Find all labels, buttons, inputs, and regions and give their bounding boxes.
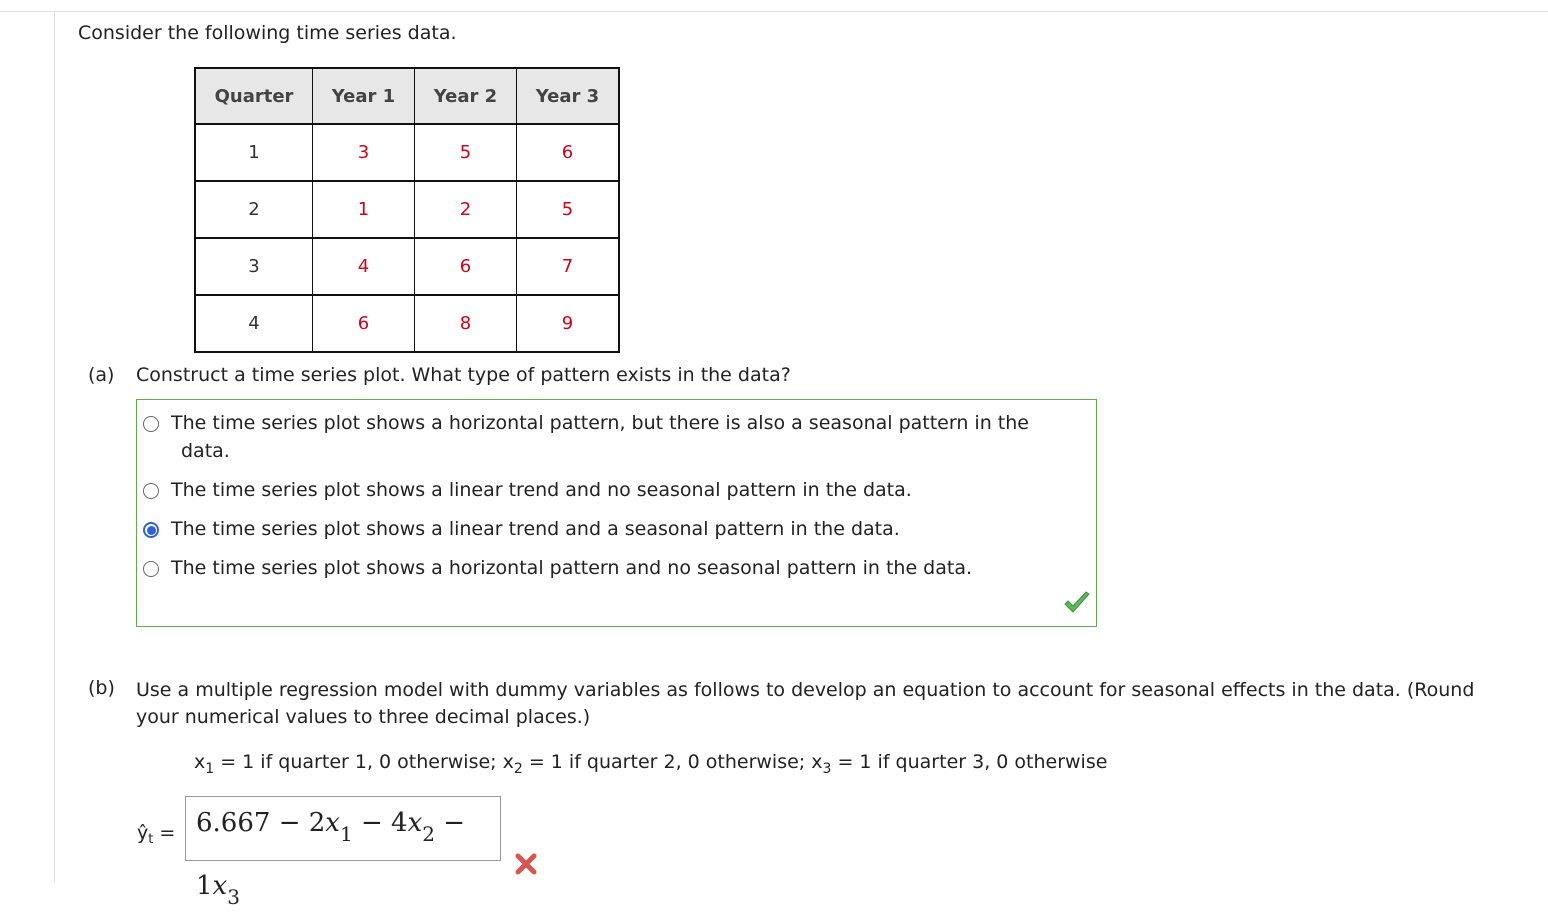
table-row — [195, 124, 619, 181]
radio-option-3-selected[interactable] — [143, 522, 159, 538]
radio-option-1[interactable] — [143, 416, 159, 432]
x3-sub: 3 — [822, 761, 832, 777]
value-cell: 3 — [313, 124, 415, 181]
intro-text: Consider the following time series data. — [78, 22, 457, 44]
eq-x1: x — [325, 808, 340, 838]
part-a-answer-box — [136, 399, 1097, 627]
x2-var: x — [502, 751, 514, 773]
eq-x3: x — [212, 871, 228, 901]
header-year-2: Year 2 — [415, 68, 517, 124]
eq-const: 6.667 − 2 — [196, 808, 326, 838]
left-divider — [54, 11, 55, 882]
header-year-3: Year 3 — [517, 68, 620, 124]
header-quarter: Quarter — [195, 68, 313, 124]
cross-icon — [514, 852, 538, 876]
value-cell: 6 — [313, 295, 415, 352]
quarter-cell: 3 — [195, 238, 313, 295]
table-row — [195, 181, 619, 238]
value-cell: 1 — [313, 181, 415, 238]
x1-def: = 1 if quarter 1, 0 otherwise; — [214, 751, 503, 773]
regression-equation-input[interactable] — [185, 796, 501, 909]
value-cell: 9 — [517, 295, 620, 352]
part-a-label: (a) — [88, 364, 115, 386]
value-cell: 8 — [415, 295, 517, 352]
eq-mid1: − 4 — [352, 808, 408, 838]
eq-x2-sub: 2 — [422, 822, 435, 846]
yhat-symbol: ŷ — [137, 822, 149, 844]
table-row — [195, 295, 619, 352]
option-1-text: The time series plot shows a horizontal pattern, but there is also a seasonal pattern in the — [171, 412, 1029, 434]
yhat-equals: = — [153, 822, 176, 844]
part-b-question-line-2: your numerical values to three decimal places.) — [136, 706, 591, 728]
radio-option-4[interactable] — [143, 561, 159, 577]
part-b-question-line-1: Use a multiple regression model with dummy variables as follows to develop an equation to account for seasonal effects in the data. (Round — [136, 679, 1475, 701]
x2-sub: 2 — [513, 761, 523, 777]
value-cell: 6 — [415, 238, 517, 295]
option-4-text: The time series plot shows a horizontal pattern and no seasonal pattern in the data. — [171, 557, 973, 579]
value-cell: 5 — [415, 124, 517, 181]
value-cell: 2 — [415, 181, 517, 238]
x3-def: = 1 if quarter 3, 0 otherwise — [831, 751, 1108, 773]
header-year-1: Year 1 — [313, 68, 415, 124]
value-cell: 4 — [313, 238, 415, 295]
value-cell: 5 — [517, 181, 620, 238]
yhat-label — [137, 822, 175, 847]
option-3-text: The time series plot shows a linear trend and a seasonal pattern in the data. — [171, 518, 900, 540]
eq-mid2: − 1 — [196, 808, 466, 901]
radio-option-2[interactable] — [143, 483, 159, 499]
part-b-label: (b) — [88, 677, 115, 699]
option-1-text-cont: data. — [181, 440, 230, 462]
x1-var: x — [194, 751, 206, 773]
option-1-text-block — [171, 409, 1071, 465]
quarter-cell: 1 — [195, 124, 313, 181]
time-series-table — [194, 67, 620, 353]
x2-def: = 1 if quarter 2, 0 otherwise; — [522, 751, 812, 773]
x1-sub: 1 — [205, 761, 215, 777]
part-a-question: Construct a time series plot. What type of pattern exists in the data? — [136, 364, 791, 386]
eq-x3-sub: 3 — [227, 885, 240, 909]
check-icon — [1063, 590, 1091, 616]
quarter-cell: 4 — [195, 295, 313, 352]
table-row — [195, 238, 619, 295]
yhat-sub: t — [148, 832, 154, 847]
part-b-question — [136, 677, 1536, 731]
dummy-variable-definitions — [194, 751, 1107, 777]
value-cell: 6 — [517, 124, 620, 181]
eq-x2: x — [407, 808, 423, 838]
quarter-cell: 2 — [195, 181, 313, 238]
top-divider — [0, 11, 1548, 12]
eq-x1-sub: 1 — [339, 822, 353, 846]
value-cell: 7 — [517, 238, 620, 295]
x3-var: x — [811, 751, 823, 773]
table-header-row — [195, 68, 619, 124]
option-2-text: The time series plot shows a linear trend and no seasonal pattern in the data. — [171, 479, 912, 501]
